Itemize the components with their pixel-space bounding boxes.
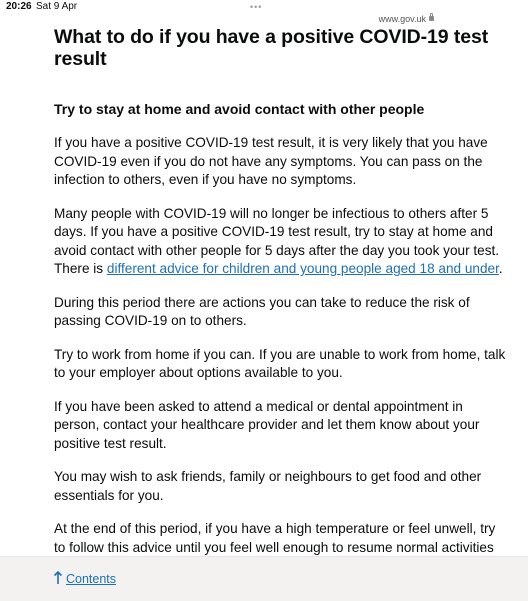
paragraph-2 [54, 205, 506, 279]
paragraph-2-end: . [498, 261, 503, 276]
paragraph-2-text: Many people with COVID-19 will no longer be infectious to others after 5 days. If you have a positive COVID-19 test result, try to stay at home and avoid contact with other people for 5 days after the day you took your test. There is [54, 205, 500, 276]
arrow-up-icon [53, 571, 63, 585]
paragraph-3: During this period there are actions you can take to reduce the risk of passing COVID-19 on to others. [54, 294, 470, 328]
section-heading: Try to stay at home and avoid contact with other people [54, 101, 425, 117]
contents-link[interactable] [53, 571, 116, 587]
paragraph-6: You may wish to ask friends, family or neighbours to get food and other essentials for you. [54, 469, 482, 503]
contents-label: Contents [66, 572, 117, 586]
paragraph-5: If you have been asked to attend a medical or dental appointment in person, contact your healthcare provider and let them know about your positive test result. [54, 398, 480, 451]
page-title: What to do if you have a positive COVID-19 test result [54, 26, 489, 70]
paragraph-1: If you have a positive COVID-19 test result, it is very likely that you have COVID-19 even if you do not have any symptoms. You can pass on the infection to others, even if you have no symptoms. [54, 135, 488, 187]
lock-icon [429, 16, 434, 21]
address-url[interactable]: www.gov.uk [378, 14, 426, 24]
children-advice-link[interactable]: different advice for children and young people aged 18 and under [106, 261, 499, 276]
multitasking-dots-icon[interactable]: ••• [250, 2, 263, 12]
paragraph-4: Try to work from home if you can. If you are unable to work from home, talk to your employer about options available to you. [54, 346, 506, 380]
status-date: Sat 9 Apr [36, 1, 78, 12]
contents-footer [0, 556, 528, 601]
address-bar[interactable] [0, 12, 528, 26]
paragraph-7: At the end of this period, if you have a high temperature or feel unwell, try to follow this advice until you feel well enough to resume normal activities [54, 521, 496, 555]
status-time: 20:26 [6, 1, 32, 12]
article-content [54, 26, 506, 576]
